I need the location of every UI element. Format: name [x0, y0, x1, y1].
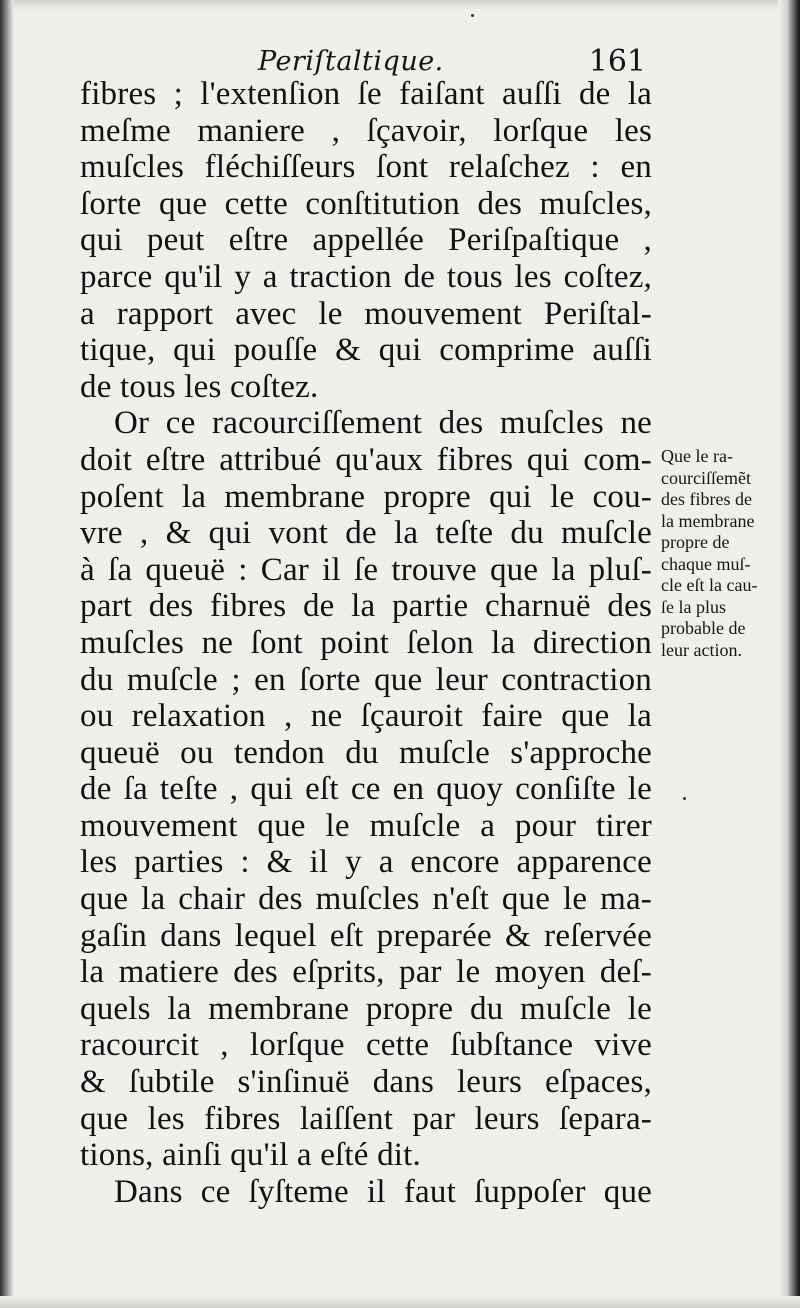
page-number: 161 — [588, 44, 646, 79]
text-line: que la chair des muſcles n'eſt que le ma- — [80, 881, 652, 918]
marginal-note-line: cle eſt la cau- — [661, 575, 758, 595]
text-line: tique, qui pouſſe & qui comprime auſſi — [80, 332, 652, 369]
text-line: doit eſtre attribué qu'aux fibres qui com- — [80, 441, 652, 478]
text-line: quels la membrane propre du muſcle le — [80, 990, 652, 1027]
text-line: gaſin dans lequel eſt preparée & reſervée — [80, 917, 652, 954]
text-line: la matiere des eſprits, par le moyen deſ- — [80, 954, 652, 991]
text-line: part des fibres de la partie charnuë des — [80, 588, 652, 625]
marginal-note-line: des fibres de — [661, 489, 752, 509]
text-line: ou relaxation , ne ſçauroit faire que la — [80, 698, 652, 735]
page-bottom-edge — [0, 1296, 800, 1308]
text-line: du muſcle ; en ſorte que leur contraction — [80, 661, 652, 698]
text-line: vre , & qui vont de la teſte du muſcle — [80, 515, 652, 552]
text-line: poſent la membrane propre qui le cou- — [80, 478, 652, 515]
marginal-note-line: leur action. — [661, 639, 742, 660]
main-text-block — [80, 76, 652, 1210]
text-line: de tous les coſtez. — [80, 368, 319, 405]
page-right-edge-shadow — [778, 0, 800, 1308]
text-line-paragraph-start: Or ce racourciſſement des muſcles ne — [114, 405, 652, 442]
text-line: les parties : & il y a encore apparence — [80, 844, 652, 881]
marginal-note — [661, 446, 779, 661]
text-line: racourcit , lorſque cette ſubſtance vive — [80, 1027, 652, 1064]
page-gutter-shadow — [0, 0, 14, 1308]
text-line: queuë ou tendon du muſcle s'approche — [80, 734, 652, 771]
marginal-note-line: la membrane — [661, 510, 755, 531]
marginal-note-line: propre de — [661, 532, 730, 552]
page-top-edge — [0, 0, 800, 10]
marginal-note-line: ſe la plus — [661, 596, 726, 617]
running-title: Periſtaltique. — [258, 46, 444, 77]
text-line: que les fibres laiſſent par leurs ſepara- — [80, 1100, 652, 1137]
text-line: muſcles ne ſont point ſelon la direction — [80, 624, 652, 661]
text-line: qui peut eſtre appellée Periſpaſtique , — [80, 222, 652, 259]
text-line: a rapport avec le mouvement Periſtal- — [80, 295, 652, 332]
text-line: fibres ; l'extenſion ſe faiſant auſſi de la — [80, 76, 652, 112]
text-line-paragraph-start: Dans ce ſyſteme il faut ſuppoſer que — [114, 1173, 652, 1210]
text-line: mouvement que le muſcle a pour tirer — [80, 807, 652, 844]
text-line: de ſa teſte , qui eſt ce en quoy conſiſte le — [80, 771, 652, 808]
text-line: parce qu'il y a traction de tous les coſtez, — [80, 258, 652, 295]
ink-speck — [683, 797, 686, 800]
text-line: tions, ainſi qu'il a eſté dit. — [80, 1137, 421, 1174]
marginal-note-line: Que le ra- — [661, 446, 733, 466]
marginal-note-line: courciſſemẽt — [661, 467, 751, 488]
text-line: meſme maniere , ſçavoir, lorſque les — [80, 112, 652, 149]
marginal-note-line: chaque muſ- — [661, 553, 751, 574]
marginal-note-line: probable de — [661, 618, 746, 638]
text-line: à ſa queuë : Car il ſe trouve que la pluſ- — [80, 551, 652, 588]
text-line: & ſubtile s'inſinuë dans leurs eſpaces, — [80, 1064, 652, 1101]
text-line: ſorte que cette conſtitution des muſcles, — [80, 185, 652, 222]
ink-speck — [471, 14, 474, 17]
text-line: muſcles fléchiſſeurs ſont relaſchez : en — [80, 149, 652, 186]
